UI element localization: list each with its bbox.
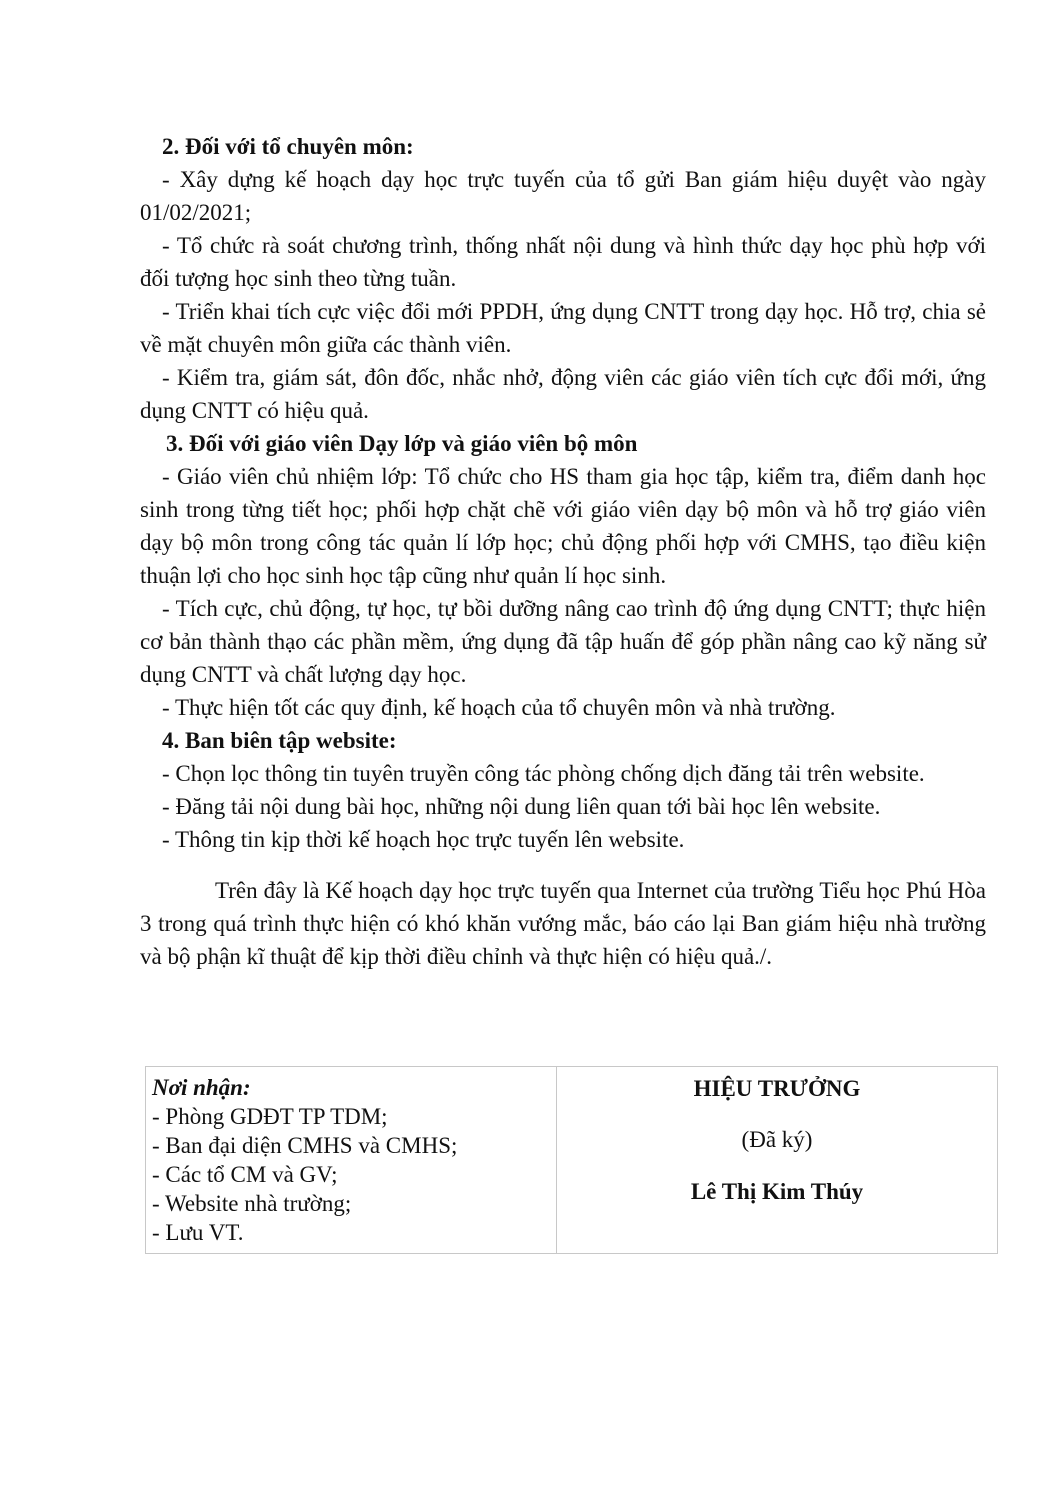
section-4-item: - Đăng tải nội dung bài học, những nội dung liên quan tới bài học lên website. [162,794,881,819]
recipients-list [152,1102,550,1247]
recipients-cell [146,1067,557,1254]
section-3-item: - Giáo viên chủ nhiệm lớp: Tổ chức cho HS tham gia học tập, kiểm tra, điểm danh học sinh trong từng tiết học; phối hợp chặt chẽ với giáo viên dạy bộ môn và hỗ trợ giáo viên dạy bộ môn trong công tác quản lí lớp học; chủ động phối hợp với CMHS, tạo điều kiện thuận lợi cho học sinh học tập cũng như quản lí học sinh. [140,464,986,588]
recipient-item: - Phòng GDĐT TP TDM; [152,1104,388,1129]
recipients-title: Nơi nhận: [152,1075,251,1100]
recipient-item: - Các tổ CM và GV; [152,1162,338,1187]
section-2-item: - Xây dựng kế hoạch dạy học trực tuyến của tổ gửi Ban giám hiệu duyệt vào ngày 01/02/2021; [140,167,986,225]
signature-table [145,1066,998,1254]
signature-block [563,1074,991,1206]
document-body [140,130,986,973]
section-2-heading: 2. Đối với tổ chuyên môn: [162,134,414,159]
section-4-heading: 4. Ban biên tập website: [162,728,397,753]
recipient-item: - Website nhà trường; [152,1191,352,1216]
section-2-item: - Triển khai tích cực việc đổi mới PPDH, ứng dụng CNTT trong dạy học. Hỗ trợ, chia sẻ về mặt chuyên môn giữa các thành viên. [140,299,986,357]
section-2-item: - Tổ chức rà soát chương trình, thống nhất nội dung và hình thức dạy học phù hợp với đối tượng học sinh theo từng tuần. [140,233,986,291]
section-4-item: - Chọn lọc thông tin tuyên truyền công tác phòng chống dịch đăng tải trên website. [162,761,925,786]
signature-status: (Đã ký) [741,1127,813,1152]
closing-paragraph: Trên đây là Kế hoạch dạy học trực tuyến qua Internet của trường Tiểu học Phú Hòa 3 trong quá trình thực hiện có khó khăn vướng mắc, báo cáo lại Ban giám hiệu nhà trường và bộ phận kĩ thuật để kịp thời điều chỉnh và thực hiện có hiệu quả./. [140,878,986,969]
section-3-item: - Tích cực, chủ động, tự học, tự bồi dưỡng nâng cao trình độ ứng dụng CNTT; thực hiện cơ bản thành thạo các phần mềm, ứng dụng đã tập huấn để góp phần nâng cao kỹ năng sử dụng CNTT và chất lượng dạy học. [140,596,986,687]
section-2-item: - Kiểm tra, giám sát, đôn đốc, nhắc nhở, động viên các giáo viên tích cực đổi mới, ứng dụng CNTT có hiệu quả. [140,365,986,423]
signature-cell [557,1067,998,1254]
section-4-item: - Thông tin kịp thời kế hoạch học trực tuyến lên website. [162,827,685,852]
section-3-item: - Thực hiện tốt các quy định, kế hoạch của tổ chuyên môn và nhà trường. [162,695,836,720]
section-3-heading: 3. Đối với giáo viên Dạy lớp và giáo viên bộ môn [166,431,638,456]
recipient-item: - Lưu VT. [152,1220,244,1245]
signer-name: Lê Thị Kim Thúy [690,1179,864,1204]
signer-role: HIỆU TRƯỞNG [693,1076,861,1101]
recipient-item: - Ban đại diện CMHS và CMHS; [152,1133,458,1158]
